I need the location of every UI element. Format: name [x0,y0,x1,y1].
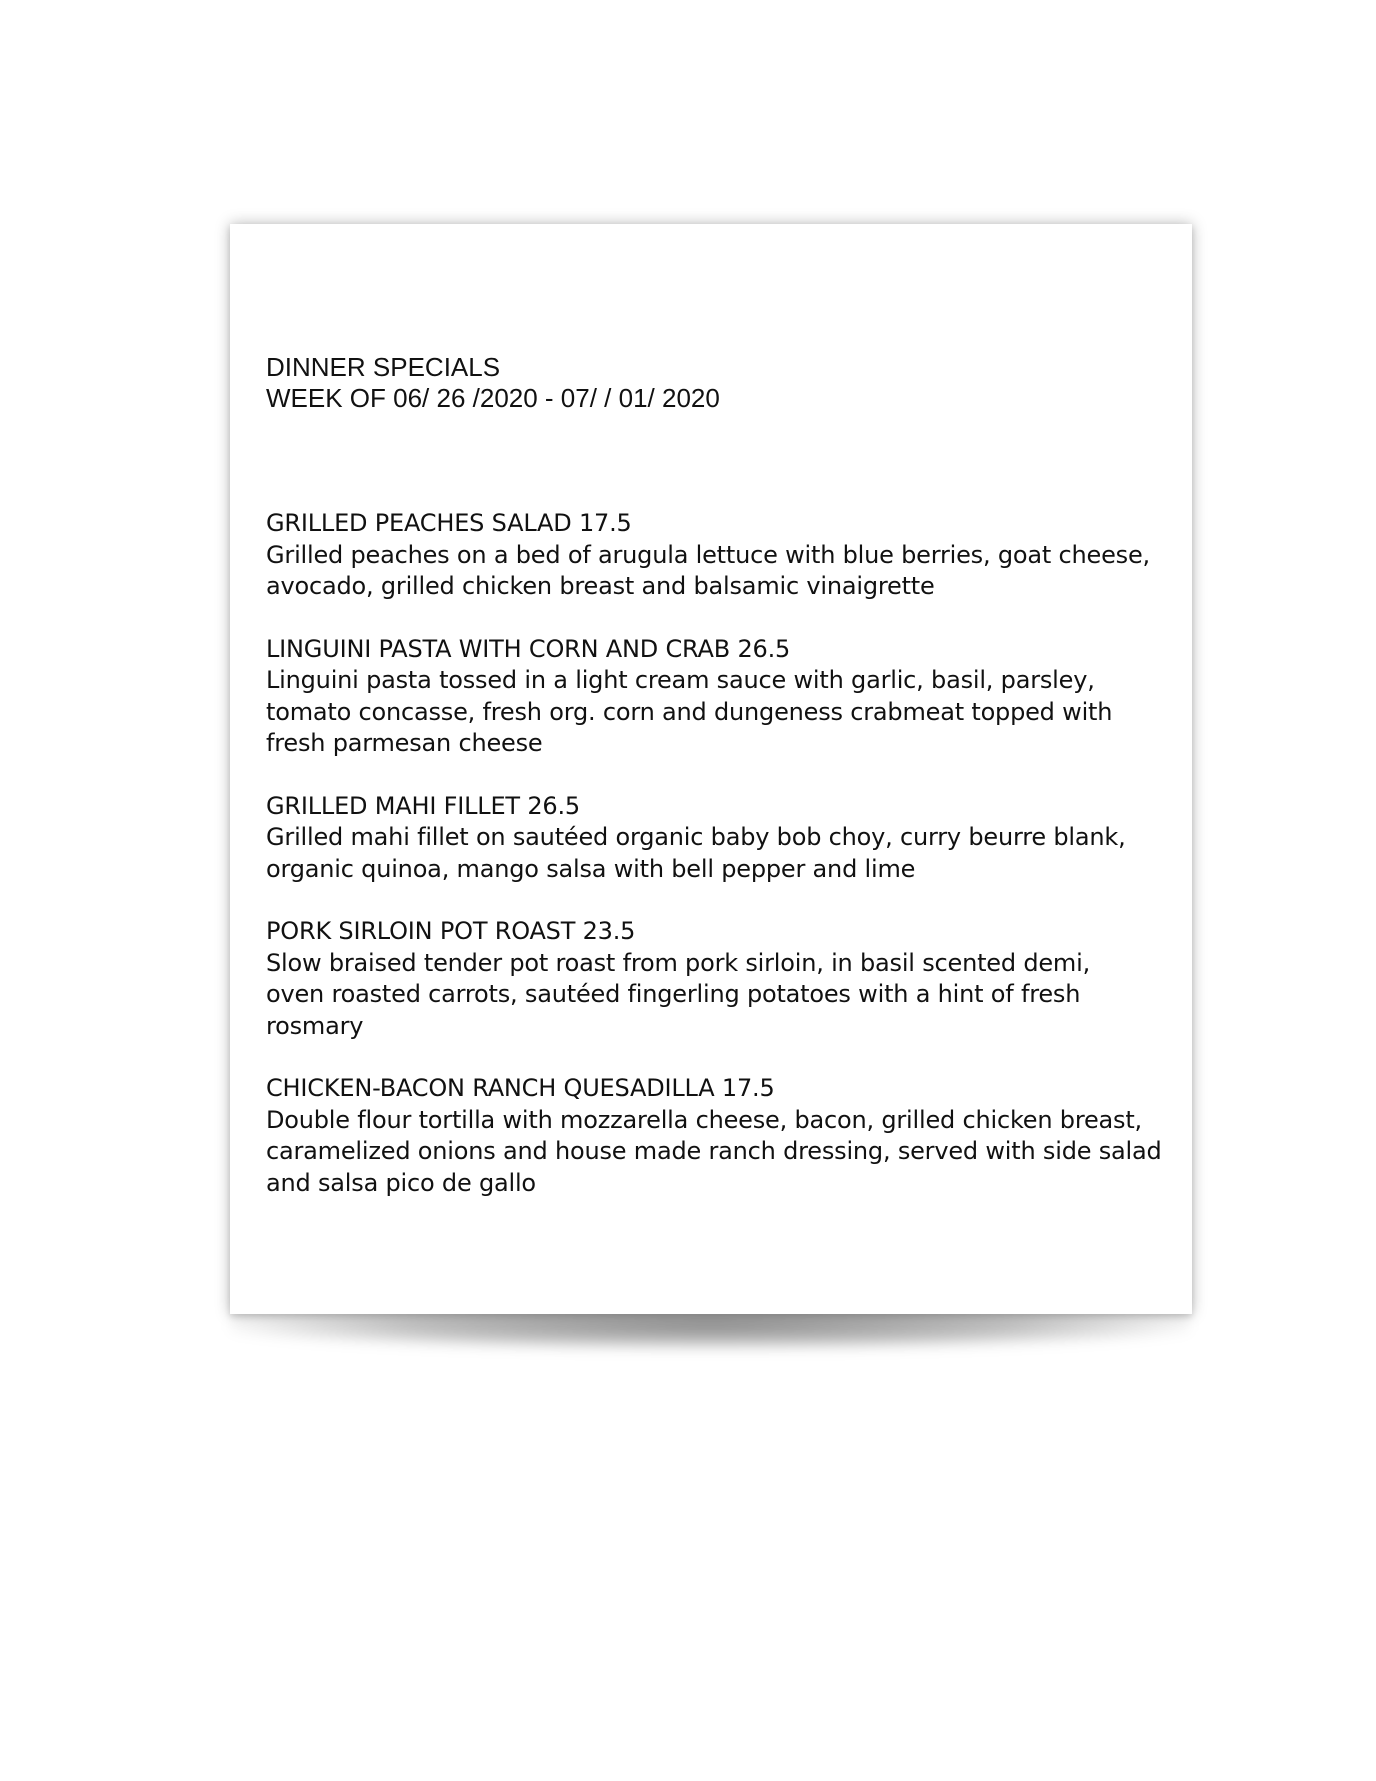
menu-item-description: Grilled mahi fillet on sautéed organic baby bob choy, curry beurre blank, organic quinoa, mango salsa with bell pepper and lime [266,823,1126,883]
menu-item [266,791,1166,886]
menu-card [230,224,1192,1314]
menu-item-title: GRILLED PEACHES SALAD 17.5 [266,509,632,537]
menu-item-title: GRILLED MAHI FILLET 26.5 [266,791,580,820]
menu-item [266,508,1166,603]
menu-item-description: Slow braised tender pot roast from pork sirloin, in basil scented demi, oven roasted carrots, sautéed fingerling potatoes with a hint of fresh rosmary [266,948,1090,1040]
menu-item-description: Linguini pasta tossed in a light cream sauce with garlic, basil, parsley, tomato concasse, fresh org. corn and dungeness crabmeat topped with fresh parmesan cheese [266,666,1113,757]
menu-items [266,508,1166,1230]
menu-week: WEEK OF 06/ 26 /2020 - 07/ / 01/ 2020 [266,383,720,413]
menu-item-title: LINGUINI PASTA WITH CORN AND CRAB 26.5 [266,634,791,663]
menu-header [266,352,720,414]
menu-item [266,916,1166,1042]
menu-item [266,1073,1166,1199]
menu-item-title: PORK SIRLOIN POT ROAST 23.5 [266,917,636,945]
menu-title: DINNER SPECIALS [266,352,501,382]
menu-item-description: Double flour tortilla with mozzarella cheese, bacon, grilled chicken breast, caramelized onions and house made ranch dressing, served with side salad and salsa pico de gallo [266,1105,1162,1197]
menu-item-description: Grilled peaches on a bed of arugula lettuce with blue berries, goat cheese, avocado, grilled chicken breast and balsamic vinaigrette [266,540,1150,600]
menu-item [266,634,1166,760]
menu-item-title: CHICKEN-BACON RANCH QUESADILLA 17.5 [266,1074,775,1102]
